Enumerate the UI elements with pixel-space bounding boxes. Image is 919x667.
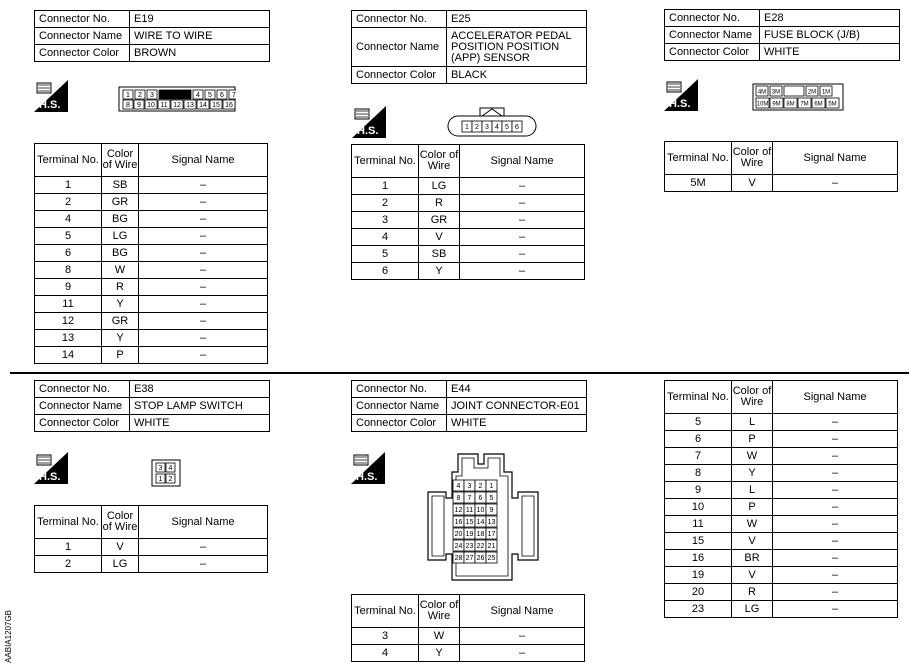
wire-color-cell: LG [102,228,139,245]
pin-number: 7 [232,92,236,99]
hs-harness-icon [664,79,698,111]
signal-name-cell: – [139,296,268,313]
e38-connector-info [34,380,270,432]
connector-color-value: WHITE [130,415,270,432]
signal-name-cell: – [773,533,898,550]
pin-number: 13 [487,519,496,526]
terminal-no-cell: 9 [35,279,102,296]
terminal-no-cell: 6 [35,245,102,262]
pin-number: 2 [138,92,142,99]
terminal-no-cell: 19 [665,567,732,584]
signal-name-cell: – [773,431,898,448]
pin-number: 18 [476,531,485,538]
pin-number: 11 [465,507,474,514]
pin-number: 20 [454,531,463,538]
table-row [35,194,268,211]
wire-color-cell: R [419,195,460,212]
table-row [35,296,268,313]
connector-no-value: E44 [447,381,587,398]
e44-terminal-table [351,594,585,662]
pin-number: 10 [476,507,485,514]
signal-name-cell: – [773,601,898,618]
table-row [665,533,898,550]
connector-color-label: Connector Color [665,44,760,61]
connector-name-label: Connector Name [35,28,130,45]
e28-connector-face [752,83,844,111]
connector-color-label: Connector Color [35,45,130,62]
terminal-no-cell: 3 [352,628,419,645]
signal-name-cell: – [460,195,585,212]
connector-no-label: Connector No. [35,11,130,28]
table-row [352,246,585,263]
signal-name-cell: – [773,567,898,584]
hs-label: H.S. [357,125,379,137]
connector-name-value: WIRE TO WIRE [130,28,270,45]
connector-name-label: Connector Name [665,27,760,44]
table-row [35,177,268,194]
pin-number: 26 [476,555,485,562]
pin-number: 16 [454,519,463,526]
pin-blank [159,90,191,99]
terminal-no-cell: 11 [35,296,102,313]
connector-name-value: FUSE BLOCK (J/B) [760,27,900,44]
table-row [352,212,585,229]
pin-number: 24 [454,543,463,550]
terminal-no-cell: 1 [35,177,102,194]
e28-connector-info [664,9,900,61]
connector-no-label: Connector No. [352,11,447,28]
terminal-no-cell: 16 [665,550,732,567]
connector-name-label: Connector Name [35,398,130,415]
e38-terminal-table [34,505,268,573]
terminal-no-header: Terminal No. [665,381,732,414]
e44-connector-info [351,380,587,432]
hs-label: H.S. [39,471,61,483]
terminal-no-header: Terminal No. [35,506,102,539]
wire-color-cell: BG [102,211,139,228]
table-row [665,431,898,448]
pin-number: 9M [772,101,781,108]
table-row [35,347,268,364]
connector-name-value: JOINT CONNECTOR-E01 [447,398,587,415]
pin-number: 10M [756,101,769,108]
terminal-no-cell: 4 [352,229,419,246]
terminal-no-cell: 23 [665,601,732,618]
connector-color-label: Connector Color [35,415,130,432]
signal-name-cell: – [460,229,585,246]
wire-color-cell: SB [102,177,139,194]
hs-label: H.S. [669,98,691,110]
wire-color-cell: LG [419,178,460,195]
terminal-no-cell: 3 [352,212,419,229]
e19-terminal-table [34,143,268,364]
wire-color-cell: Y [102,330,139,347]
pin-number: 1 [126,92,130,99]
wire-color-cell: V [732,175,773,192]
terminal-no-header: Terminal No. [35,144,102,177]
hs-label: H.S. [356,471,378,483]
e25-connector-face [446,104,538,138]
table-row [35,539,268,556]
signal-name-cell: – [460,645,585,662]
table-row [35,556,268,573]
table-row [352,195,585,212]
wire-color-cell: GR [419,212,460,229]
e19-connector-info [34,10,270,62]
terminal-no-cell: 5 [665,414,732,431]
terminal-no-cell: 5M [665,175,732,192]
pin-number: 2 [478,483,483,490]
pin-number: 12 [173,102,181,109]
signal-name-cell: – [139,194,268,211]
pin-number: 14 [199,102,207,109]
connector-color-label: Connector Color [352,415,447,432]
terminal-no-cell: 5 [352,246,419,263]
signal-name-cell: – [460,212,585,229]
signal-name-cell: – [460,178,585,195]
terminal-no-cell: 5 [35,228,102,245]
table-row [665,567,898,584]
signal-name-cell: – [139,279,268,296]
wire-color-cell: Y [419,263,460,280]
pin-number: 22 [476,543,485,550]
wire-color-cell: V [732,533,773,550]
signal-name-header: Signal Name [460,145,585,178]
e19-connector-face [118,86,236,112]
color-of-wire-header: Color of Wire [102,506,139,539]
wire-color-cell: Y [102,296,139,313]
pin-number: 27 [465,555,474,562]
pin-number: 17 [487,531,496,538]
pin-number: 25 [487,555,496,562]
e44-terminal-table-continued [664,380,898,618]
signal-name-header: Signal Name [139,144,268,177]
color-of-wire-header: Color of Wire [732,142,773,175]
signal-name-cell: – [773,175,898,192]
terminal-no-cell: 6 [352,263,419,280]
wire-color-cell: W [732,448,773,465]
pin-number: 3 [467,483,472,490]
signal-name-cell: – [139,330,268,347]
table-row [352,229,585,246]
pin-number: 8 [456,495,461,502]
color-of-wire-header: Color of Wire [419,595,460,628]
signal-name-cell: – [773,482,898,499]
table-row [35,279,268,296]
color-of-wire-header: Color of Wire [102,144,139,177]
wire-color-cell: V [419,229,460,246]
table-row [665,448,898,465]
pin-number: 12 [454,507,463,514]
signal-name-cell: – [460,263,585,280]
pin-number: 1 [465,124,469,131]
hs-harness-icon [351,452,385,484]
terminal-no-header: Terminal No. [352,145,419,178]
e25-terminal-table [351,144,585,280]
table-row [35,211,268,228]
connector-name-value: ACCELERATOR PEDAL POSITION POSITION (APP) SENSOR [447,28,587,67]
signal-name-cell: – [773,499,898,516]
pin-number: 9 [137,102,141,109]
pin-number: 19 [465,531,474,538]
pin-number: 6 [478,495,483,502]
connector-no-label: Connector No. [352,381,447,398]
section-divider [10,372,909,374]
pin-number: 16 [225,102,233,109]
wire-color-cell: L [732,414,773,431]
pin-number: 5M [828,101,837,108]
pin-cell [784,86,804,96]
pin-number: 8M [786,101,795,108]
pin-number: 13 [186,102,194,109]
wire-color-cell: BR [732,550,773,567]
terminal-no-cell: 4 [352,645,419,662]
connector-color-value: WHITE [447,415,587,432]
signal-name-cell: – [139,313,268,330]
table-row [665,550,898,567]
terminal-no-cell: 8 [35,262,102,279]
signal-name-cell: – [139,211,268,228]
color-of-wire-header: Color of Wire [732,381,773,414]
table-row [35,245,268,262]
signal-name-cell: – [773,448,898,465]
wire-color-cell: Y [419,645,460,662]
table-row [35,313,268,330]
signal-name-cell: – [139,539,268,556]
terminal-no-cell: 15 [665,533,732,550]
pin-number: 1 [489,483,494,490]
terminal-no-cell: 9 [665,482,732,499]
wire-color-cell: R [732,584,773,601]
connector-color-value: BROWN [130,45,270,62]
terminal-no-cell: 2 [352,195,419,212]
wire-color-cell: P [732,431,773,448]
terminal-no-cell: 20 [665,584,732,601]
hs-harness-icon [352,106,386,138]
connector-no-value: E19 [130,11,270,28]
connector-no-value: E25 [447,11,587,28]
wire-color-cell: V [732,567,773,584]
wire-color-cell: Y [732,465,773,482]
signal-name-header: Signal Name [460,595,585,628]
signal-name-cell: – [773,465,898,482]
signal-name-cell: – [139,245,268,262]
pin-number: 5 [208,92,212,99]
terminal-no-cell: 4 [35,211,102,228]
table-row [665,482,898,499]
pin-number: 3 [485,124,489,131]
signal-name-cell: – [139,347,268,364]
pin-number: 2 [168,476,173,483]
wire-color-cell: LG [732,601,773,618]
pin-number: 21 [487,543,496,550]
pin-number: 4 [456,483,461,490]
wire-color-cell: W [419,628,460,645]
pin-number: 9 [489,507,494,514]
wire-color-cell: V [102,539,139,556]
pin-number: 10 [147,102,155,109]
color-of-wire-header: Color of Wire [419,145,460,178]
wire-color-cell: W [732,516,773,533]
terminal-no-cell: 7 [665,448,732,465]
table-row [352,178,585,195]
signal-name-cell: – [139,177,268,194]
connector-no-value: E38 [130,381,270,398]
wire-color-cell: W [102,262,139,279]
e28-terminal-table [664,141,898,192]
table-row [665,584,898,601]
pin-number: 11 [160,102,168,109]
pin-number: 3 [150,92,154,99]
e25-connector-info [351,10,587,84]
terminal-no-cell: 12 [35,313,102,330]
terminal-no-cell: 11 [665,516,732,533]
wire-color-cell: R [102,279,139,296]
terminal-no-cell: 1 [352,178,419,195]
terminal-no-cell: 8 [665,465,732,482]
e38-connector-face [150,458,182,488]
e44-connector-face [424,450,546,586]
pin-number: 15 [212,102,220,109]
table-row [665,601,898,618]
pin-number: 7M [800,101,809,108]
table-row [35,330,268,347]
terminal-no-cell: 1 [35,539,102,556]
wire-color-cell: P [732,499,773,516]
table-row [352,263,585,280]
pin-number: 6 [515,124,519,131]
pin-number: 3 [158,465,163,472]
signal-name-header: Signal Name [773,381,898,414]
table-row [665,516,898,533]
pin-number: 6 [220,92,224,99]
connector-no-label: Connector No. [35,381,130,398]
terminal-no-header: Terminal No. [352,595,419,628]
pin-number: 4 [495,124,499,131]
pin-number: 4 [168,465,173,472]
pin-number: 5 [489,495,494,502]
pin-number: 1M [821,89,831,96]
terminal-no-cell: 2 [35,194,102,211]
wire-color-cell: L [732,482,773,499]
hs-harness-icon [34,80,68,112]
table-row [665,175,898,192]
terminal-no-header: Terminal No. [665,142,732,175]
terminal-no-cell: 13 [35,330,102,347]
terminal-no-cell: 14 [35,347,102,364]
image-code: AABIA1207GB [4,610,13,663]
pin-number: 2 [475,124,479,131]
terminal-no-cell: 10 [665,499,732,516]
pin-number: 8 [126,102,130,109]
pin-number: 4 [196,92,200,99]
connector-name-label: Connector Name [352,398,447,415]
terminal-no-cell: 6 [665,431,732,448]
table-row [665,414,898,431]
wire-color-cell: P [102,347,139,364]
pin-number: 1 [158,476,163,483]
hs-harness-icon [34,452,68,484]
hs-label: H.S. [39,99,61,111]
table-row [352,645,585,662]
pin-number: 2M [807,89,817,96]
signal-name-cell: – [773,516,898,533]
wire-color-cell: GR [102,194,139,211]
signal-name-cell: – [139,262,268,279]
signal-name-cell: – [773,550,898,567]
pin-number: 15 [465,519,474,526]
table-row [665,465,898,482]
wire-color-cell: BG [102,245,139,262]
signal-name-cell: – [460,246,585,263]
pin-number: 4M [757,89,767,96]
table-row [35,228,268,245]
terminal-no-cell: 2 [35,556,102,573]
table-row [35,262,268,279]
pin-number: 28 [454,555,463,562]
signal-name-cell: – [460,628,585,645]
signal-name-cell: – [773,584,898,601]
pin-number: 14 [476,519,485,526]
pin-number: 6M [814,101,823,108]
signal-name-cell: – [773,414,898,431]
connector-name-value: STOP LAMP SWITCH [130,398,270,415]
signal-name-cell: – [139,228,268,245]
signal-name-cell: – [139,556,268,573]
connector-color-value: WHITE [760,44,900,61]
pin-number: 3M [771,89,781,96]
table-row [665,499,898,516]
wire-color-cell: SB [419,246,460,263]
wire-color-cell: LG [102,556,139,573]
table-row [352,628,585,645]
connector-no-value: E28 [760,10,900,27]
pin-number: 23 [465,543,474,550]
pin-number: 5 [505,124,509,131]
connector-name-label: Connector Name [352,28,447,67]
signal-name-header: Signal Name [773,142,898,175]
connector-no-label: Connector No. [665,10,760,27]
pin-number: 7 [467,495,472,502]
signal-name-header: Signal Name [139,506,268,539]
connector-color-label: Connector Color [352,67,447,84]
wire-color-cell: GR [102,313,139,330]
connector-color-value: BLACK [447,67,587,84]
